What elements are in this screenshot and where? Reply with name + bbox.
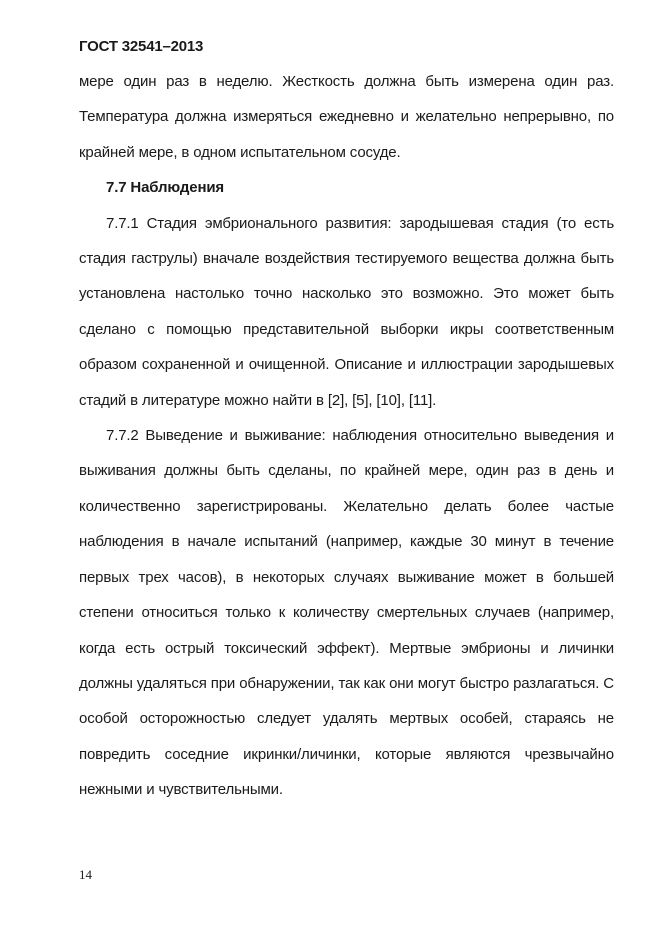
continuation-paragraph: мере один раз в неделю. Жесткость должна быть измерена один раз. Температура должна измеряться ежедневно и желательно непрерывно, по крайней мере, в одном испытательном сосуде. bbox=[79, 73, 614, 161]
page-number: 14 bbox=[79, 867, 92, 882]
section-heading: 7.7 Наблюдения bbox=[106, 179, 225, 197]
standard-code-header: ГОСТ 32541–2013 bbox=[79, 38, 204, 55]
paragraph-7-7-1: 7.7.1 Стадия эмбрионального развития: зародышевая стадия (то есть стадия гаструлы) вначале воздействия тестируемого вещества должна быть установлена настолько точно насколько это возможно. Это может быть сделано с помощью представительной выборки икры соответственным образом сохраненной и очищенной. Описание и иллюстрации зародышевых стадий в литературе можно найти в [2], [5], [10], [11]. bbox=[79, 214, 614, 409]
paragraph-7-7-2: 7.7.2 Выведение и выживание: наблюдения относительно выведения и выживания должны быть сделаны, по крайней мере, один раз в день и количественно зарегистрированы. Желательно делать более частые наблюдения в начале испытаний (например, каждые 30 минут в течение первых трех часов), в некоторых случаях выживание может в большей степени относиться только к количеству смертельных случаев (например, когда есть острый токсический эффект). Мертвые эмбрионы и личинки должны удаляться при обнаружении, так как они могут быстро разлагаться. С особой осторожностью следует удалять мертвых особей, стараясь не повредить соседние икринки/личинки, которые являются чрезвычайно нежными и чувствительными. bbox=[79, 427, 614, 799]
document-body bbox=[79, 64, 614, 808]
